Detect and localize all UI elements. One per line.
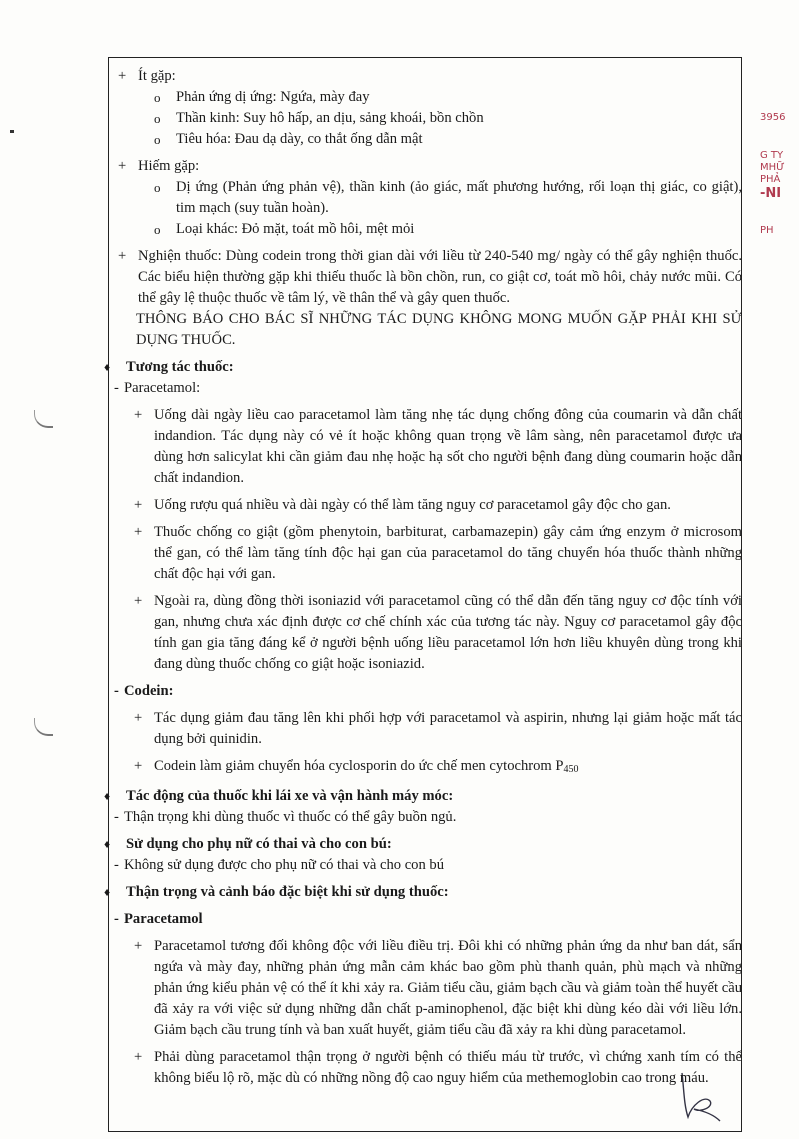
- list-item-text: Ngoài ra, dùng đồng thời isoniazid với paracetamol cũng có thể dẫn đến tăng nguy cơ độc tính với gan, nhưng chưa xác định được cơ chế chính xác của tương tác này. Nguy cơ paracetamol gây độc tính gan gia tăng đáng kể ở người bệnh uống liều paracetamol lớn hơn liều khuyên dùng trong khi đang dùng thuốc chống co giật hoặc isoniazid.: [154, 593, 742, 672]
- section-heading: [126, 786, 742, 807]
- sub-heading: [124, 807, 742, 828]
- sub-list-item-text: Tiêu hóa: Đau dạ dày, co thắt ống dẫn mật: [176, 131, 423, 147]
- section-heading-text: Sử dụng cho phụ nữ có thai và cho con bú:: [126, 836, 392, 852]
- side-mark: 3956: [760, 112, 786, 123]
- side-mark: G TY: [760, 150, 784, 161]
- section-heading-text: Tác động của thuốc khi lái xe và vận hành máy móc:: [126, 788, 454, 804]
- sub-heading: [124, 855, 742, 876]
- scan-speck: [10, 130, 14, 133]
- side-mark: PH: [760, 225, 774, 236]
- section-heading-text: Tương tác thuốc:: [126, 359, 234, 375]
- list-item-text: Phải dùng paracetamol thận trọng ở người bệnh có thiếu máu từ trước, vì chứng xanh tím có thể không biểu lộ rõ, mặc dù có những nồng độ cao nguy hiểm của methemoglobin cao trong máu.: [154, 1049, 742, 1086]
- list-item: [138, 246, 742, 309]
- sub-heading: [124, 681, 742, 702]
- list-item: [154, 756, 742, 780]
- warning-notice: [136, 309, 742, 351]
- list-item: [154, 708, 742, 750]
- sub-heading-text: Paracetamol:: [124, 380, 201, 396]
- list-item-text: Uống rượu quá nhiều và dài ngày có thể làm tăng nguy cơ paracetamol gây độc cho gan.: [154, 497, 671, 513]
- list-item-text: Ít gặp:: [138, 68, 176, 84]
- punch-hole-mark: [34, 718, 53, 736]
- section-heading: [126, 357, 742, 378]
- section-heading-text: Thận trọng và cảnh báo đặc biệt khi sử dụng thuốc:: [126, 884, 449, 900]
- sub-list-item: [176, 177, 742, 219]
- sub-list-item-text: Loại khác: Đỏ mặt, toát mồ hôi, mệt mỏi: [176, 221, 415, 237]
- punch-hole-mark: [34, 410, 53, 428]
- sub-list-item: [176, 87, 742, 108]
- sub-list-item-text: Thần kinh: Suy hô hấp, an dịu, sảng khoái, bồn chồn: [176, 110, 484, 126]
- sub-list-item: [176, 108, 742, 129]
- sub-list-item: [176, 219, 742, 240]
- list-item: [154, 495, 742, 516]
- list-item-text: Nghiện thuốc: Dùng codein trong thời gian dài với liều từ 240-540 mg/ ngày có thể gây nghiện thuốc. Các biểu hiện thường gặp khi thiếu thuốc là bồn chồn, run, co giật cơ, toát mồ hôi, chảy nước mũi. Có thể gây lệ thuộc thuốc về tâm lý, về thân thể và gây quen thuốc.: [138, 248, 742, 306]
- sub-heading: [124, 378, 742, 399]
- sub-heading-text: Codein:: [124, 683, 174, 699]
- sub-heading-text: Thận trọng khi dùng thuốc vì thuốc có thể gây buồn ngủ.: [124, 809, 457, 825]
- list-item: [154, 591, 742, 675]
- list-item-text: Hiếm gặp:: [138, 158, 200, 174]
- list-item-text: Thuốc chống co giật (gồm phenytoin, barbiturat, carbamazepin) gây cảm ứng enzym ở microsom thể gan, có thể làm tăng tính độc hại gan của paracetamol do tăng chuyển hóa thuốc thành những chất độc hại với gan.: [154, 524, 742, 582]
- sub-list-item-text: Phản ứng dị ứng: Ngứa, mày đay: [176, 89, 370, 105]
- sub-heading: [124, 909, 742, 930]
- sub-heading-text: Paracetamol: [124, 911, 203, 927]
- list-item: [154, 1047, 742, 1089]
- side-mark: MHỮ: [760, 162, 785, 173]
- list-item: [154, 405, 742, 489]
- section-heading: [126, 882, 742, 903]
- sub-list-item: [176, 129, 742, 150]
- document-body: [114, 66, 742, 1089]
- list-item: [138, 66, 742, 87]
- section-heading: [126, 834, 742, 855]
- list-item: [138, 156, 742, 177]
- list-item-text: Tác dụng giảm đau tăng lên khi phối hợp với paracetamol và aspirin, nhưng lại giảm hoặc mất tác dụng bởi quinidin.: [154, 710, 742, 747]
- list-item: [154, 936, 742, 1041]
- sub-heading-text: Không sử dụng được cho phụ nữ có thai và cho con bú: [124, 857, 445, 873]
- list-item: [154, 522, 742, 585]
- list-item-text: Paracetamol tương đối không độc với liều điều trị. Đôi khi có những phản ứng da như ban dát, sẩn ngứa và mày đay, những phản ứng mẫn cảm khác bao gồm phù thanh quản, phù mạch và những phản ứng kiểu phản vệ có thể ít khi xảy ra. Giảm tiểu cầu, giảm bạch cầu và giảm toàn thể huyết cầu đã xảy ra với việc sử dụng những dẫn chất p-aminophenol, đặc biệt khi dùng kéo dài với liều lớn. Giảm bạch cầu trung tính và ban xuất huyết, giảm tiểu cầu đã xảy ra khi dùng paracetamol.: [154, 938, 742, 1038]
- list-item-text: Uống dài ngày liều cao paracetamol làm tăng nhẹ tác dụng chống đông của coumarin và dẫn chất indandion. Tác dụng này có vẻ ít hoặc không quan trọng về lâm sàng, nên paracetamol được ưa dùng hơn salicylat khi cần giảm đau nhẹ hoặc hạ sốt cho người bệnh đang dùng coumarin hoặc dẫn chất indandion.: [154, 407, 742, 486]
- subscript: 450: [563, 764, 579, 775]
- list-item-text: Codein làm giảm chuyển hóa cyclosporin do ức chế men cytochrom P: [154, 758, 564, 774]
- sub-list-item-text: Dị ứng (Phản ứng phản vệ), thần kinh (ảo giác, mất phương hướng, rối loạn thị giác, co giật), tim mạch (suy tuần hoàn).: [176, 179, 742, 216]
- side-mark: -NI: [760, 186, 782, 201]
- warning-notice-text: THÔNG BÁO CHO BÁC SĨ NHỮNG TÁC DỤNG KHÔNG MONG MUỐN GẶP PHẢI KHI SỬ DỤNG THUỐC.: [136, 311, 742, 348]
- side-mark: PHẢ: [760, 174, 781, 185]
